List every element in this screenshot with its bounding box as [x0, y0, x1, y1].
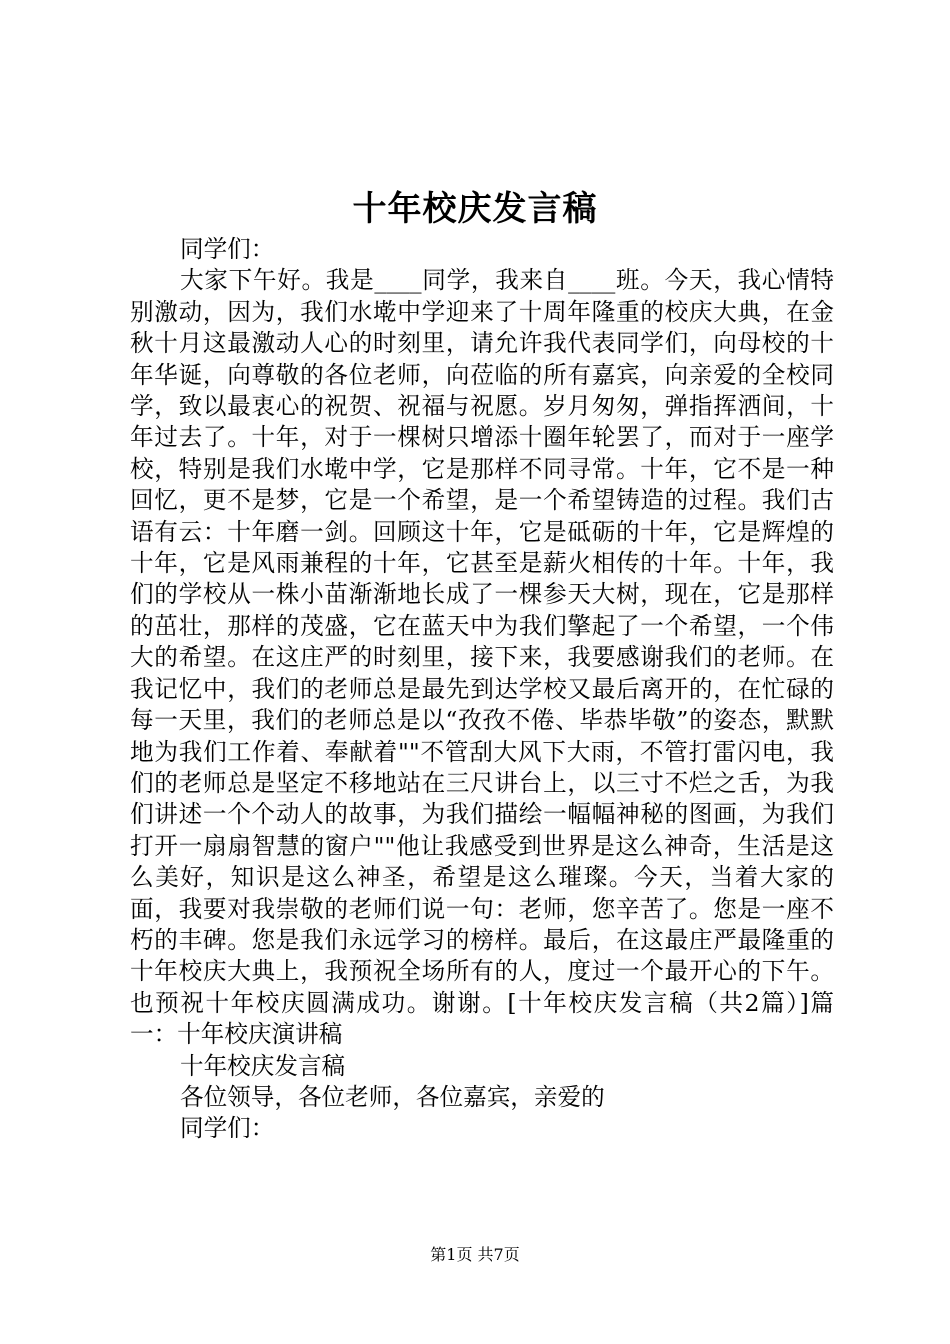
salutation-paragraph: 同学们： — [180, 235, 275, 263]
document-body — [130, 234, 834, 1145]
greeting-paragraph: 各位领导，各位老师，各位嘉宾，亲爱的 — [180, 1082, 605, 1111]
speech-paragraph: 大家下午好。我是____同学，我来自____班。今天，我心情特别激动，因为，我们水墘中学迎来了十周年隆重的校庆大典，在金秋十月这最激动人心的时刻里，请允许我代表同学们，向母校的十年华诞，向尊敬的各位老师，向莅临的所有嘉宾，向亲爱的全校同学，致以最衷心的祝贺、祝福与祝愿。岁月匆匆，弹指挥洒间，十年过去了。十年，对于一棵树只增添十圈年轮罢了，而对于一座学校，特别是我们水墘中学，它是那样不同寻常。十年，它不是一种回忆，更不是梦，它是一个希望，是一个希望铸造的过程。我们古语有云：十年磨一剑。回顾这十年，它是砥砺的十年，它是辉煌的十年，它是风雨兼程的十年，它甚至是薪火相传的十年。十年，我们的学校从一株小苗渐渐地长成了一棵参天大树，现在，它是那样的茁壮，那样的茂盛，它在蓝天中为我们擎起了一个希望，一个伟大的希望。在这庄严的时刻里，接下来，我要感谢我们的老师。在我记忆中，我们的老师总是最先到达学校又最后离开的，在忙碌的每一天里，我们的老师总是以“孜孜不倦、毕恭毕敬”的姿态，默默地为我们工作着、奉献着""不管刮大风下大雨，不管打雷闪电，我们的老师总是坚定不移地站在三尺讲台上，以三寸不烂之舌，为我们讲述一个个动人的故事，为我们描绘一幅幅神秘的图画，为我们打开一扇扇智慧的窗户""他让我感受到世界是这么神奇，生活是这么美好，知识是这么神圣，希望是这么璀璨。今天，当着大家的面，我要对我崇敬的老师们说一句：老师，您辛苦了。您是一座不朽的丰碑。您是我们永远学习的榜样。最后，在这最庄严最隆重的十年校庆大典上，我预祝全场所有的人，度过一个最开心的下午。也预祝十年校庆圆满成功。谢谢。[十年校庆发言稿（共2篇）]篇一：十年校庆演讲稿 — [130, 266, 834, 1049]
page-footer: 第1页 共7页 — [430, 1245, 520, 1264]
document-title: 十年校庆发言稿 — [352, 189, 598, 229]
salutation-paragraph-2: 同学们： — [180, 1114, 275, 1143]
subtitle-paragraph: 十年校庆发言稿 — [180, 1051, 346, 1080]
